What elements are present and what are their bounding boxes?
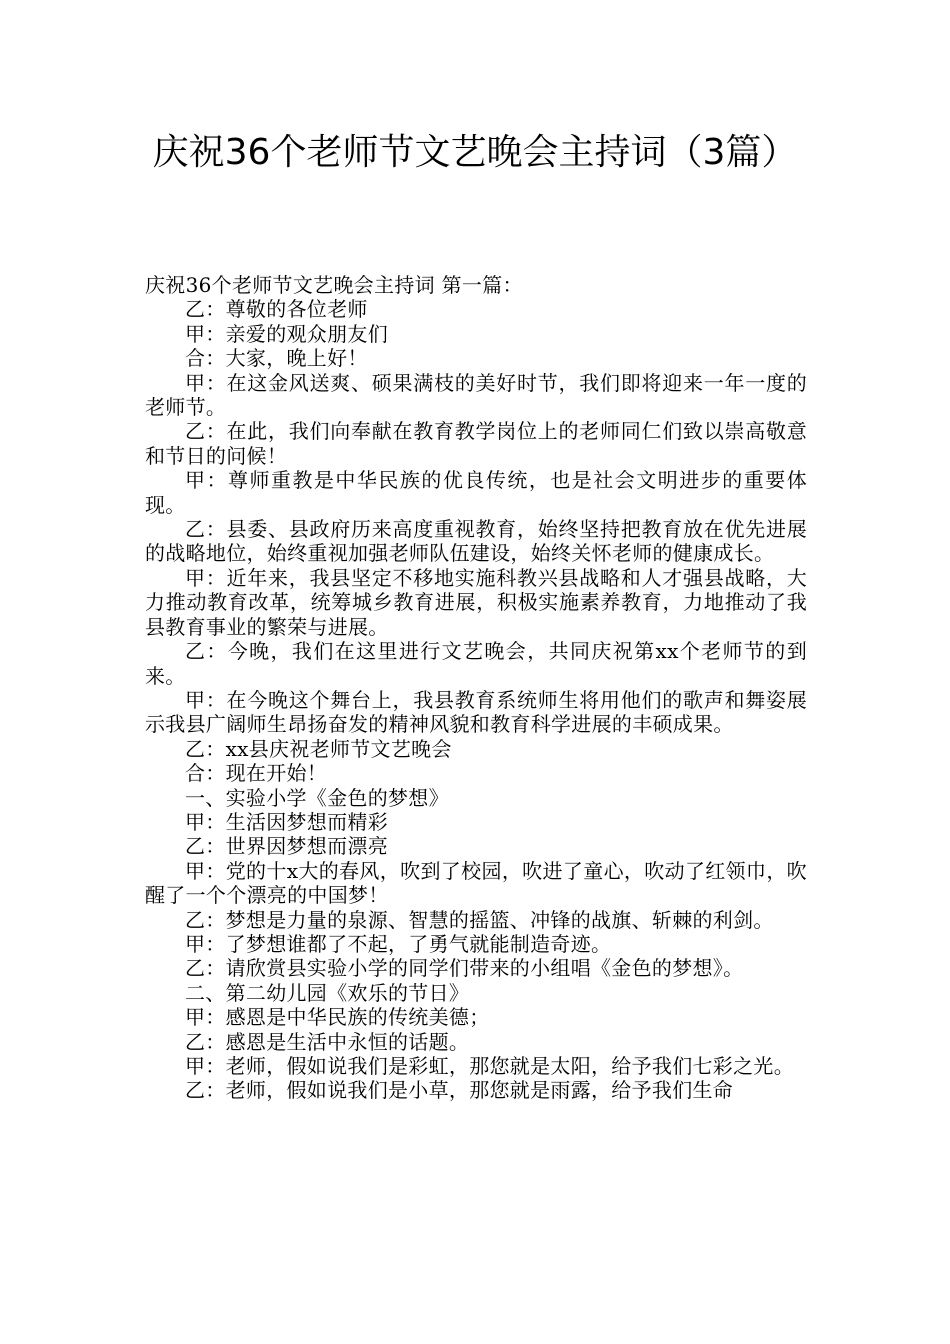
paragraph: 乙：世界因梦想而漂亮 xyxy=(185,834,388,859)
paragraph: 乙：感恩是生活中永恒的话题。 xyxy=(185,1029,470,1054)
paragraph: 乙：请欣赏县实验小学的同学们带来的小组唱《金色的梦想》。 xyxy=(185,956,744,981)
document-title: 庆祝36个老师节文艺晚会主持词（3篇） xyxy=(152,132,798,173)
document-body xyxy=(145,273,807,1103)
paragraph: 合：大家，晚上好！ xyxy=(185,346,368,371)
paragraph: 乙：县委、县政府历来高度重视教育，始终坚持把教育放在优先进展的战略地位，始终重视加强老师队伍建设，始终关怀老师的健康成长。 xyxy=(145,517,807,566)
paragraph: 乙：在此，我们向奉献在教育教学岗位上的老师同仁们致以崇高敬意和节日的问候！ xyxy=(145,419,807,468)
paragraph: 甲：老师，假如说我们是彩虹，那您就是太阳，给予我们七彩之光。 xyxy=(185,1054,794,1078)
paragraph: 甲：生活因梦想而精彩 xyxy=(185,809,388,834)
paragraph: 乙：xx县庆祝老师节文艺晚会 xyxy=(185,736,452,761)
paragraph: 乙：尊敬的各位老师 xyxy=(185,297,368,322)
paragraph: 甲：感恩是中华民族的传统美德； xyxy=(185,1005,490,1030)
paragraph: 乙：老师，假如说我们是小草，那您就是雨露，给予我们生命 xyxy=(185,1078,734,1103)
paragraph: 甲：党的十x大的春风，吹到了校园，吹进了童心，吹动了红领巾，吹醒了一个个漂亮的中国梦！ xyxy=(145,858,807,908)
paragraph: 甲：尊师重教是中华民族的优良传统，也是社会文明进步的重要体现。 xyxy=(145,468,807,517)
paragraph: 甲：亲爱的观众朋友们 xyxy=(185,321,388,346)
paragraph: 乙：梦想是力量的泉源、智慧的摇篮、冲锋的战旗、斩棘的利剑。 xyxy=(185,907,774,932)
paragraph: 甲：在今晚这个舞台上，我县教育系统师生将用他们的歌声和舞姿展示我县广阔师生昂扬奋发的精神风貌和教育科学进展的丰硕成果。 xyxy=(145,687,807,737)
program-item: 一、实验小学《金色的梦想》 xyxy=(185,785,449,810)
paragraph: 甲：在这金风送爽、硕果满枝的美好时节，我们即将迎来一年一度的老师节。 xyxy=(145,370,807,420)
paragraph: 甲：了梦想谁都了不起，了勇气就能制造奇迹。 xyxy=(185,931,612,956)
section-heading: 庆祝36个老师节文艺晚会主持词 第一篇： xyxy=(145,273,523,297)
paragraph: 甲：近年来，我县坚定不移地实施科教兴县战略和人才强县战略，大力推动教育改革，统筹城乡教育进展，积极实施素养教育，力地推动了我县教育事业的繁荣与进展。 xyxy=(145,565,807,639)
paragraph: 合：现在开始！ xyxy=(185,761,328,786)
paragraph: 乙：今晚，我们在这里进行文艺晚会，共同庆祝第xx个老师节的到来。 xyxy=(145,639,807,688)
program-item: 二、第二幼儿园《欢乐的节日》 xyxy=(185,980,470,1005)
